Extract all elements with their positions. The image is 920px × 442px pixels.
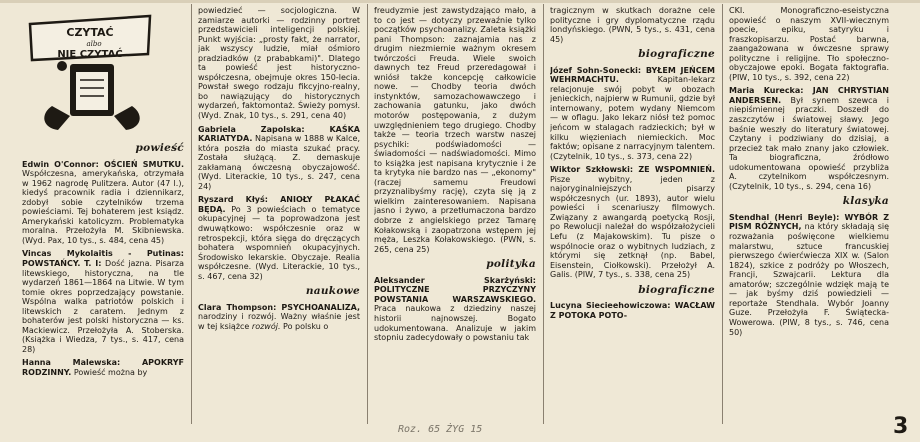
review-entry — [550, 6, 715, 44]
entry-body: Powieść można by — [73, 368, 148, 378]
czytac-logo — [22, 6, 162, 134]
entry-author-title: Maria Kurecka: JAN CHRYSTIAN ANDERSEN. — [729, 86, 889, 105]
entry-author-title: Gabriela Zapolska: KAŚKA KARIATYDA. — [198, 124, 360, 144]
column-5 — [729, 6, 889, 424]
entry-author-title: Clara Thompson: PSYCHOANALIZA, — [198, 302, 360, 312]
review-entry — [550, 301, 715, 320]
review-entry — [374, 276, 536, 343]
entry-body: Był synem szewca i niepiśmiennej praczki. Doszedł do zaszczytów i światowej sławy. Jego baśnie weszły do literatury światowej. Czytany i podziwiany do dzisiaj, a przecież tak mało znany jako człowiek. Ta biograficzna, źródłowo udokumentowana opowieść przybliża A. czytelnikom współczesnym. (Czytelnik, 10 tys., s. 294, cena 16) — [729, 95, 889, 191]
entry-body: Napisana w 1888 w Kalce, która poszła do miasta szukać pracy. Została służącą. Z. demaskuje zakłamaną ówczesną obyczajowość. (Wyd. Literackie, 10 tys., s. 247, cena 24) — [198, 134, 360, 191]
pencil-annotation: Roz. 65 ŻYG 15 — [398, 424, 483, 435]
svg-text:albo: albo — [86, 40, 102, 48]
review-entry — [729, 86, 889, 191]
review-entry — [374, 6, 536, 254]
column-divider — [191, 4, 192, 424]
entry-author-title: Vincas Mykolaitis - Putinas: POWSTAŃCY. T. I: — [22, 249, 184, 269]
column-1 — [22, 138, 184, 428]
review-entry — [22, 249, 184, 354]
section-rubric: klasyka — [842, 195, 889, 208]
entry-body: Dość jazna. Pisarza litewskiego, historyczna, na tle wydarzeń 1861—1864 na Litwie. W tym tomie okres poprzedzający powstanie. Wspólna walka patriotów polskich i litewskich z caratem. Jednym z bohaterów jest polski historyczna — ks. Mackiewicz. Przełożyła A. Stoberska. (Książka i Wiedza, 7 tys., s. 417, cena 28) — [22, 259, 184, 354]
section-rubric: polityka — [486, 258, 536, 271]
entry-body: powiedzieć — socjologiczna. W zamiarze autorki — rodzinny portret przedstawicieli inteligencji polskiej. Punkt wyjścia: „prosty fakt, że narrator, jak wszyscy ludzie, miał ośmioro pradziadków (z prababkami)". Dlatego ta powieść jest historyczno-współczesna, obejmuje okres 150-lecia. Powstał swego rodzaju fikcyjno-realny, bo nawiązujący do historycznych wydarzeń, faktomontaż. Świeży pomysł. (Wyd. Znak, 10 tys., s. 291, cena 40) — [198, 6, 360, 121]
entry-body: Po polsku o — [283, 321, 329, 331]
entry-body: tragicznym w skutkach dorażne cele polityczne i gry dyplomatyczne rządu londyńskiego. (PWN, 5 tys., s. 431, cena 45) — [550, 6, 715, 44]
section-rubric: biograficzne — [638, 48, 715, 61]
entry-body: freudyzmie jest zawstydzająco mało, a to co jest — dotyczy przewaźnie tylko początków psychoanalizy. Zaleta książki pani Thompson: zaznajamia nas z drugim niezmiernie ważnym okresem twórczości Freuda. Wiele swoich dawnych tez Freud przeredagował i wniósł także koncepcję całkowicie nowe. — Chodby teoria dwóch instynktów, samozachowawczego i zachowania gatunku, jako dwóch motorów postępowania, z dużym uwzględnieniem tego drugiego. Chodby także — teoria trzech warstw naszej psychiki: podświadomości — świadomości — nadświadomości. Mimo to książka jest napisana krytycznie i że ta krytyka nie bardzo nas — „ekonomy" (raczej samemu Freudowi przyznalibyśmy rację), czyta się ją z wielkim zainteresowaniem. Napisana jasno i żywo, a przetłumaczona bardzo dobrze z angielskiego przez Tamarę Kołakowską i zaopatrzona wstępem jej męża, Leszka Kołakowskiego. (PWN, s. 265, cena 25) — [374, 6, 536, 254]
entry-emphasis: rozwój. — [251, 321, 281, 331]
entry-body: CKI. Monograficzno-eseistyczna opowieść o naszym XVII-wiecznym poecie, epiku, satyryku i fraszkopisarzu. Postać barwna, zaangażowana w ówczesne sprawy polityczne i religijne. Tło społeczno-obyczajowe epoki. Bogata faktografia. (PIW, 10 tys., s. 392, cena 22) — [729, 6, 889, 82]
entry-author-title: Stendhal (Henri Beyle): WYBÓR Z PISM RÓŻNYCH, — [729, 212, 889, 232]
review-entry — [729, 213, 889, 337]
review-entry — [198, 6, 360, 121]
svg-text:NIE CZYTAĆ: NIE CZYTAĆ — [57, 49, 123, 60]
column-divider — [722, 4, 723, 424]
section-rubric: powieść — [135, 142, 184, 154]
review-entry — [729, 6, 889, 82]
entry-author-title: Hanna Malewska: APOKRYF RODZINNY. — [22, 358, 184, 378]
entry-body: Kapitan-lekarz relacjonuje swój pobyt w obozach jenieckich, najpierw w Rumunii, gdzie był internowany, potem wydany Niemcom — w oflagu. Jako lekarz niósł też pomoc jeńcom w stalagach radzieckich; był w kilku więzieniach niemieckich. Moc faktów; opisane z narracyjnym talentem. (Czytelnik, 10 tys., s. 373, cena 22) — [550, 75, 715, 161]
column-2 — [198, 6, 360, 431]
entry-body: narodziny i rozwój. Ważny właśnie jest w tej książce — [198, 312, 360, 331]
section-rubric: naukowe — [305, 285, 360, 298]
review-entry — [22, 160, 184, 246]
entry-body: Praca naukowa z dziedziny naszej historii najnowszej. Bogato udokumentowana. Analizuje w jakim stopniu zadecydowały o powstaniu tak — [374, 304, 536, 343]
entry-author-title: Wiktor Szkłowski: ZE WSPOMNIEŃ. — [550, 165, 715, 175]
review-entry — [198, 125, 360, 192]
entry-body: Po 3 powieściach o tematyce okupacyjnej — ta poprowadzona jest dwuwątkowo: współczesnie oraz w retrospekcji, która sięga do dręczących bohatera wspomnień okupacyjnych. Środowisko lekarskie. Obyczaje. Realia współczesne. (Wyd. Literackie, 10 tys., s. 467, cena 32) — [198, 204, 360, 281]
column-divider — [543, 4, 544, 424]
top-edge — [0, 0, 920, 3]
review-entry — [550, 66, 715, 161]
entry-author-title: Józef Sohn-Sonecki: BYŁEM JEŃCEM WEHRMACHTU. — [550, 65, 715, 85]
column-divider — [367, 4, 368, 424]
review-entry — [198, 303, 360, 332]
page-number: 3 — [893, 414, 909, 439]
column-3 — [374, 6, 536, 431]
review-entry — [22, 358, 184, 377]
entry-body: Współczesna, amerykańska, otrzymała w 1962 nagrodę Pulitzera. Autor (47 l.), kiedyś pracownik radia i dziennikarz, zdobył sobie czytelników trzema powieściami. Tej bohaterem jest ksiądz. Amerykański katolicyzm. Problematyka moralna. Przełożyła M. Skibniewska. (Wyd. Pax, 10 tys., s. 484, cena 45) — [22, 169, 184, 245]
section-rubric: biograficzne — [638, 283, 715, 296]
entry-body: na który składają się rozważania poświęcone wielkiemu malarstwu, sztuce francuskiej pierwszego ćwierćwiecza XIX w. (Salon 1824), szkice z podróży po Włoszech, Francji, Szwajcarii. Lektura dla amatorów; szczególnie wdzięk mają te — jak byśmy dziś powiedzieli — reportaże Stendhala. Wybór Joanny Guze. Przełożyła F. Świątecka-Wowerowa. (PIW, 8 tys., s. 746, cena 50) — [729, 222, 889, 337]
svg-text:CZYTAĆ: CZYTAĆ — [66, 26, 114, 39]
entry-body: Pisze wybitny, jeden z najoryginalniejszych pisarzy współczesnych (ur. 1893), autor wielu powieści i scenariuszy filmowych. Związany z awangardą poetycką Rosji, po Rewolucji należał do współzałożycieli Lefu (z Majakowskim). Tu pisze o wspólnocie oraz o wybitnych ludziach, z którymi się zetknął (np. Babel, Eisenstein, Ciołkowski). Przełożył A. Galis. (PIW, 7 tys., s. 338, cena 25) — [550, 174, 715, 280]
entry-author-title: Edwin O'Connor: OŚCIEŃ SMUTKU. — [22, 159, 184, 169]
column-4 — [550, 6, 715, 431]
review-entry — [198, 195, 360, 281]
entry-author-title: Aleksander Skarżyński: POLITYCZNE PRZYCZYNY POWSTANIA WARSZAWSKIEGO. — [374, 275, 536, 304]
entry-author-title: Ryszard Kłyś: ANIOŁY PŁAKAĆ BĘDĄ. — [198, 195, 360, 214]
entry-author-title: Lucyna Siecieehowiczowa: WACŁAW Z POTOKA POTO- — [550, 301, 715, 320]
review-entry — [550, 165, 715, 280]
